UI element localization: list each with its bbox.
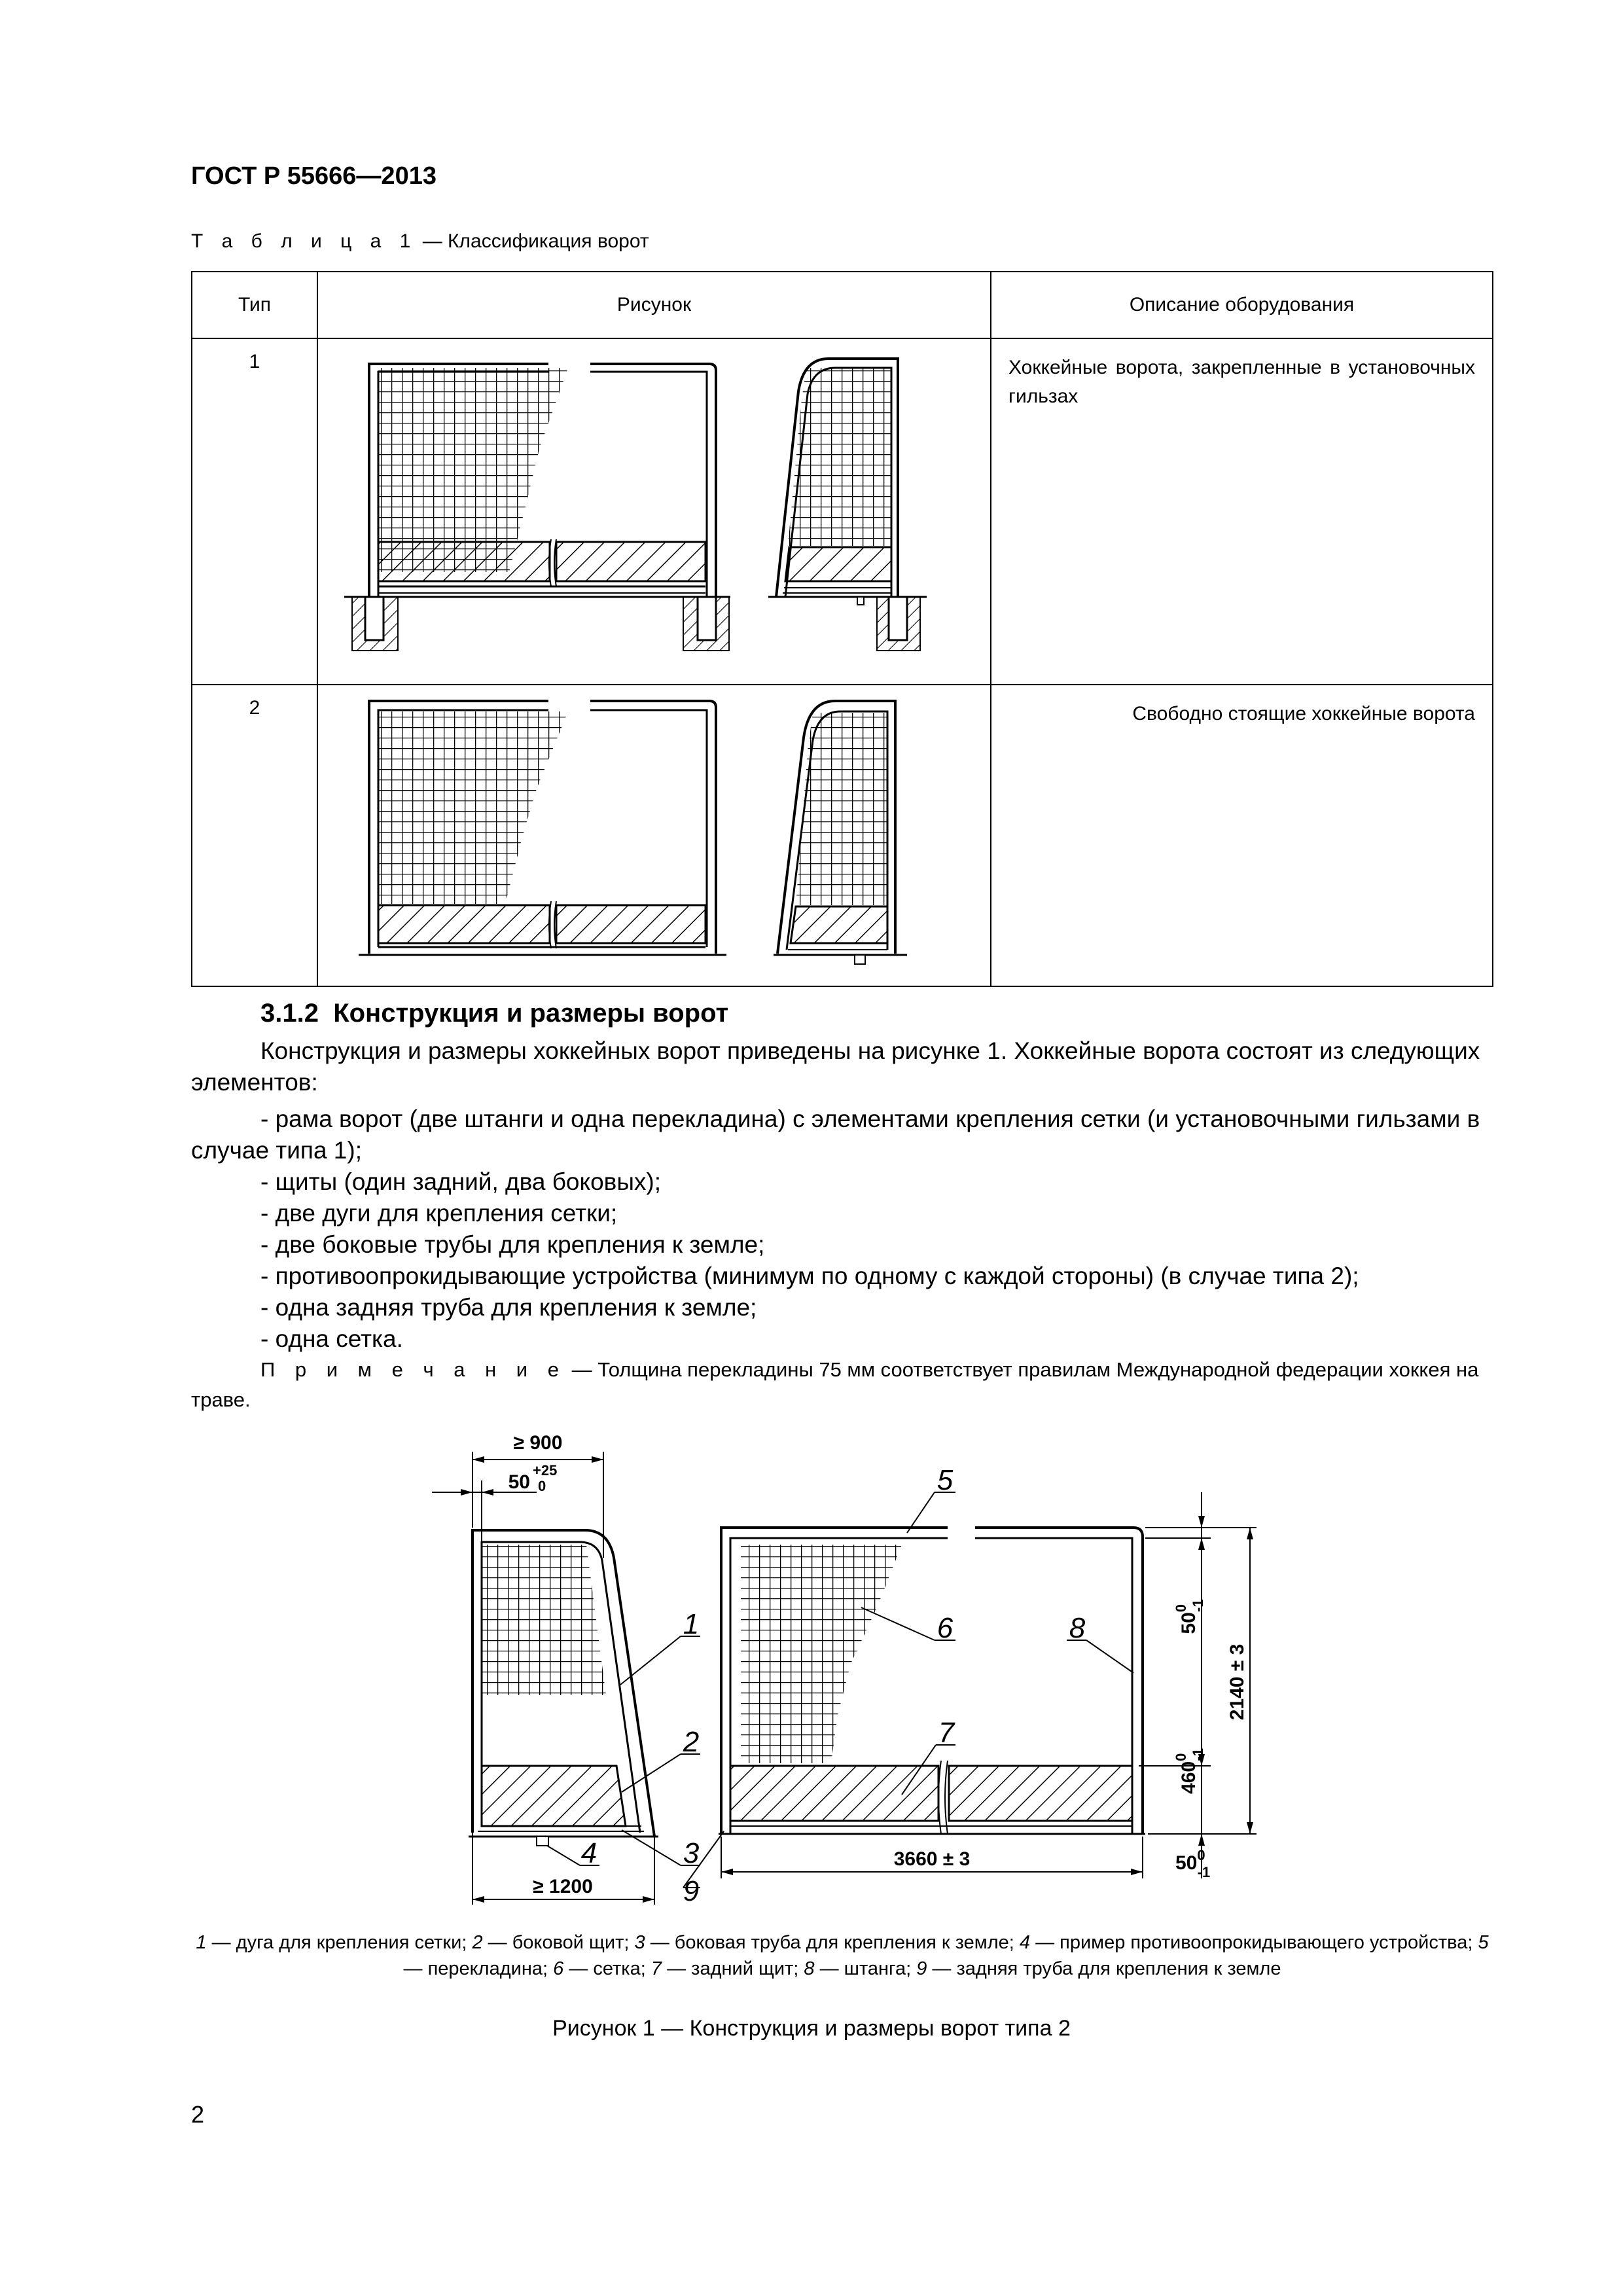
callout-8: 8 [1069,1612,1086,1644]
dim-offset-base: 50 [508,1471,530,1493]
callout-4: 4 [580,1837,597,1869]
figure-1-drawing [183,1420,1309,1918]
figure-front-view [683,1464,1257,1907]
legend-num: 8 [804,1958,815,1979]
side-view [774,701,907,964]
dim-bottom [1175,1847,1210,1880]
section-intro-paragraph: Конструкция и размеры хоккейных ворот приведены на рисунке 1. Хоккейные ворота состоят из следующих элементов: [191,1037,1480,1096]
table-caption-prefix: Т а б л и ц а 1 [191,230,418,252]
legend-text: — сетка; [563,1958,651,1979]
description-cell: Свободно стоящие хоккейные ворота [991,685,1493,986]
note-paragraph [191,1355,1493,1415]
section-title: Конструкция и размеры ворот [333,999,729,1028]
legend-text: — задняя труба для крепления к земле [927,1958,1281,1979]
callout-3: 3 [683,1837,700,1869]
note-text: — Толщина перекладины 75 мм соответствует правилам Международной федерации хоккея на траве. [191,1358,1479,1411]
dim-shield-sup: 0 [1173,1753,1189,1761]
dim-depth-top: ≥ 900 [513,1432,563,1454]
page-number: 2 [191,2101,205,2128]
list-item: - щиты (один задний, два боковых); [260,1168,662,1195]
type-cell: 2 [192,685,317,986]
list-item: - две боковые трубы для крепления к земле; [260,1231,765,1258]
callout-7: 7 [938,1717,955,1749]
list-item: - одна сетка. [260,1325,403,1352]
legend-num: 6 [553,1958,564,1979]
figure-side-view [432,1432,700,1905]
legend-text: — боковая труба для крепления к земле; [645,1932,1020,1953]
table-caption [191,230,649,253]
callout-6: 6 [936,1612,954,1644]
section-heading [260,999,728,1028]
legend-num: 9 [916,1958,927,1979]
callout-2: 2 [683,1726,700,1758]
dim-shield-base: 460 [1178,1761,1200,1794]
table-row [192,338,1493,685]
legend-num: 4 [1019,1932,1031,1953]
dim-shield-sub: -1 [1190,1748,1206,1761]
table-header-row [192,272,1493,338]
list-item: - одна задняя труба для крепления к земле; [260,1294,757,1321]
legend-num: 2 [472,1932,483,1953]
standard-header: ГОСТ Р 55666—2013 [191,162,437,190]
section-number: 3.1.2 [260,999,319,1028]
legend-num: 7 [651,1958,662,1979]
goal-type-2-drawing [318,685,990,980]
list-item: - противоопрокидывающие устройства (минимум по одному с каждой стороны) (в случае типа 2); [260,1263,1359,1289]
column-header-description: Описание оборудования [991,272,1493,338]
column-header-type: Тип [192,272,317,338]
front-view [359,701,726,955]
front-view [344,364,730,651]
dim-depth-bottom: ≥ 1200 [533,1876,593,1897]
figure-legend [191,1929,1493,1982]
legend-num: 5 [1478,1932,1489,1953]
description-cell: Хоккейные ворота, закрепленные в установочных гильзах [991,338,1493,685]
type-cell: 1 [192,338,317,685]
side-view [768,359,927,651]
picture-cell [317,685,991,986]
dim-crossbar-sup: 0 [1173,1604,1189,1613]
note-label: П р и м е ч а н и е [260,1358,566,1381]
table-row [192,685,1493,986]
legend-text: — боковой щит; [482,1932,635,1953]
legend-text: — дуга для крепления сетки; [206,1932,473,1953]
dim-bottom-sup: 0 [1197,1847,1205,1863]
callout-5: 5 [936,1464,954,1496]
legend-text: — перекладина; [403,1958,554,1979]
callout-1: 1 [683,1608,700,1640]
dim-offset-sub: 0 [538,1478,546,1494]
legend-text: — задний щит; [662,1958,804,1979]
legend-text: — пример противоопрокидывающего устройства; [1030,1932,1478,1953]
legend-num: 3 [634,1932,645,1953]
goal-type-1-drawing [318,339,990,679]
dim-crossbar-base: 50 [1178,1612,1200,1634]
picture-cell [317,338,991,685]
table-caption-text: — Классификация ворот [417,230,649,252]
column-header-picture: Рисунок [317,272,991,338]
figure-caption: Рисунок 1 — Конструкция и размеры ворот типа 2 [552,2016,1071,2041]
list-item: - две дуги для крепления сетки; [260,1200,618,1227]
dim-offset-sup: +25 [533,1462,558,1479]
dim-bottom-base: 50 [1175,1852,1198,1874]
list-item: - рама ворот (две штанги и одна перекладина) с элементами крепления сетки (и установочными гильзами в случае типа 1); [191,1105,1480,1164]
legend-num: 1 [196,1932,207,1953]
dim-height: 2140 ± 3 [1226,1643,1248,1721]
legend-text: — штанга; [814,1958,917,1979]
dim-bottom-sub: -1 [1197,1864,1211,1880]
dim-crossbar-sub: -1 [1190,1599,1206,1612]
classification-table [191,271,1493,987]
dim-width: 3660 ± 3 [893,1848,971,1870]
callout-9: 9 [683,1875,700,1907]
